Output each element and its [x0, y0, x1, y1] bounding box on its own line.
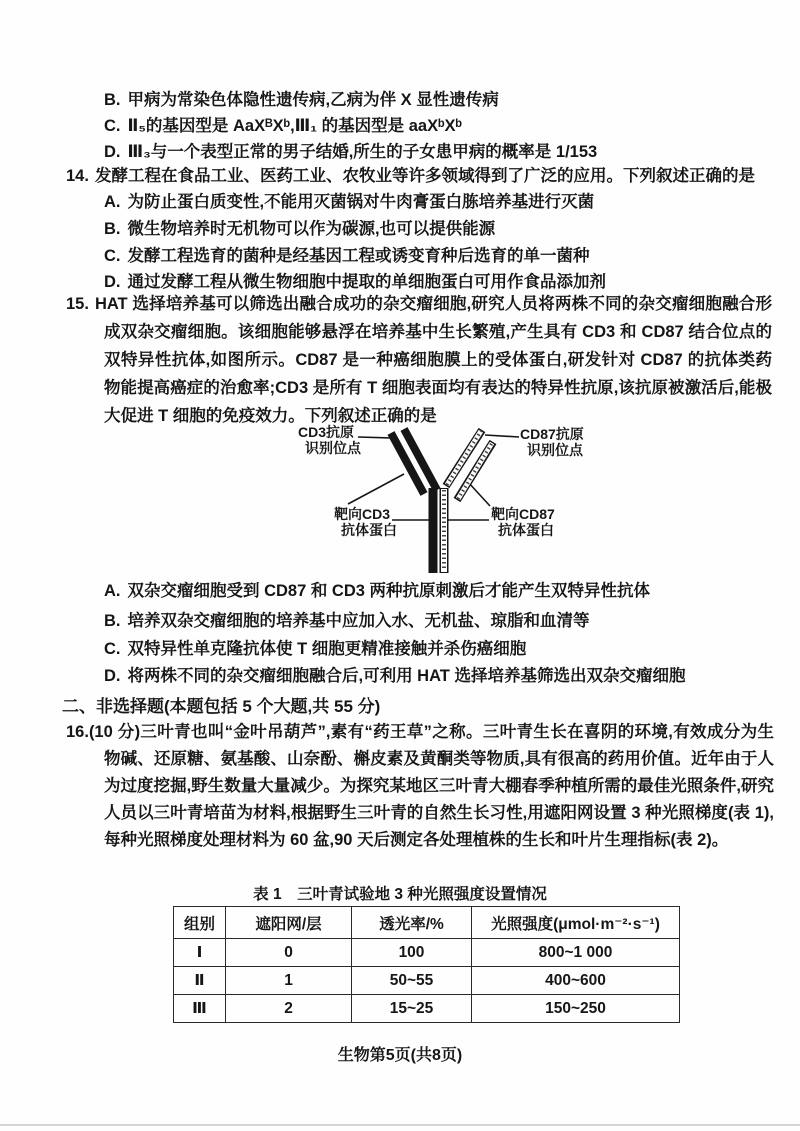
cell: 15~25 — [352, 995, 472, 1023]
option-label: D. — [104, 143, 121, 161]
table-row — [174, 995, 680, 1023]
cell: 100 — [352, 939, 472, 967]
bispecific-antibody-diagram — [288, 424, 708, 584]
question-number: 15. — [66, 295, 89, 313]
q13-option-b — [104, 86, 772, 110]
table-header-row — [174, 907, 680, 939]
question-15-stem: 15. HAT 选择培养基可以筛选出融合成功的杂交瘤细胞,研究人员将两株不同的杂交瘤细胞融合形成双杂交瘤细胞。该细胞能够悬浮在培养基中生长繁殖,产生具有 CD3 和 CD87 结合位点的双特异性抗体,如图所示。CD87 是一种癌细胞膜上的受体蛋白,研发针对 CD87 的抗体类药物能提高癌症的治愈率;CD3 是所有 T 细胞表面均有表达的特异性抗原,该抗原被激活后,能极大促进 T 细胞的免疫效力。下列叙述正确的是 — [66, 295, 772, 425]
option-text: 双杂交瘤细胞受到 CD87 和 CD3 两种抗原刺激后才能产生双特异性抗体 — [127, 582, 651, 600]
option-label: A. — [104, 582, 121, 600]
option-label: A. — [104, 193, 121, 211]
header-light-intensity: 光照强度(μmol·m⁻²·s⁻¹) — [472, 907, 680, 939]
cell: Ⅲ — [174, 995, 226, 1023]
option-label: D. — [104, 273, 121, 291]
option-text: 双特异性单克隆抗体使 T 细胞更精准接触并杀伤癌细胞 — [127, 640, 527, 658]
option-text: 微生物培养时无机物可以作为碳源,也可以提供能源 — [127, 220, 496, 238]
q15-option-d — [104, 662, 772, 686]
q15-option-b — [104, 607, 772, 631]
option-text: 为防止蛋白质变性,不能用灭菌锅对牛肉膏蛋白胨培养基进行灭菌 — [127, 193, 595, 211]
cd87-target-protein-label: 靶向CD87 抗体蛋白 — [491, 506, 555, 538]
question-15 — [66, 290, 772, 430]
question-14-stem: 14. 发酵工程在食品工业、医药工业、农牧业等许多领域得到了广泛的应用。下列叙述正确的是 — [66, 167, 755, 185]
table-1-light-settings — [173, 906, 680, 1023]
q13-option-c — [104, 112, 772, 136]
option-text: 发酵工程选育的菌种是经基因工程或诱变育种后选育的单一菌种 — [127, 247, 590, 265]
option-label: C. — [104, 640, 121, 658]
option-text: 甲病为常染色体隐性遗传病,乙病为伴 X 显性遗传病 — [127, 91, 499, 109]
table-row — [174, 967, 680, 995]
q14-option-a — [104, 188, 772, 212]
header-transmittance: 透光率/% — [352, 907, 472, 939]
q14-option-d — [104, 268, 772, 292]
cd87-target-diagonal-line — [468, 482, 490, 506]
cd3-antigen-site-label: CD3抗原 识别位点 — [298, 424, 361, 456]
table-1-title: 表 1 三叶青试验地 3 种光照强度设置情况 — [253, 886, 547, 903]
cell: Ⅰ — [174, 939, 226, 967]
option-label: B. — [104, 91, 121, 109]
option-label: D. — [104, 667, 121, 685]
option-label: B. — [104, 220, 121, 238]
q15-option-a — [104, 577, 772, 601]
question-16 — [66, 719, 774, 854]
option-label: C. — [104, 247, 121, 265]
cell: Ⅱ — [174, 967, 226, 995]
cell: 800~1 000 — [472, 939, 680, 967]
cd3-target-protein-label: 靶向CD3 抗体蛋白 — [334, 506, 397, 538]
option-text: 通过发酵工程从微生物细胞中提取的单细胞蛋白可用作食品添加剂 — [127, 273, 606, 291]
cell: 150~250 — [472, 995, 680, 1023]
question-number: 14. — [66, 167, 89, 185]
page-footer: 生物第5页(共8页) — [337, 1047, 463, 1064]
cell: 0 — [226, 939, 352, 967]
table-row — [174, 939, 680, 967]
option-label: C. — [104, 117, 121, 135]
cd87-site-leader-line — [485, 435, 519, 437]
option-text: 培养双杂交瘤细胞的培养基中应加入水、无机盐、琼脂和血清等 — [127, 612, 590, 630]
header-shade-layers: 遮阳网/层 — [226, 907, 352, 939]
header-group: 组别 — [174, 907, 226, 939]
cell: 50~55 — [352, 967, 472, 995]
question-number: 16. — [66, 723, 89, 741]
cd87-arm-outer-bar — [457, 442, 493, 500]
q15-option-c — [104, 635, 772, 659]
cd3-target-diagonal-line — [348, 474, 404, 504]
cell: 1 — [226, 967, 352, 995]
section-2-title: 二、非选择题(本题包括 5 个大题,共 55 分) — [62, 697, 381, 716]
option-text: 将两株不同的杂交瘤细胞融合后,可利用 HAT 选择培养基筛选出双杂交瘤细胞 — [127, 667, 686, 685]
cd87-arm-inner-bar — [446, 430, 482, 486]
cd87-antigen-site-label: CD87抗原 识别位点 — [520, 426, 584, 458]
question-14 — [66, 162, 772, 186]
option-text: Ⅱ₅的基因型是 AaXᴮXᵇ,Ⅲ₁ 的基因型是 aaXᵇXᵇ — [127, 117, 463, 135]
cd3-site-leader-line — [358, 437, 391, 438]
option-label: B. — [104, 612, 121, 630]
scan-bottom-edge — [0, 1124, 800, 1126]
q14-option-c — [104, 242, 772, 266]
q14-option-b — [104, 215, 772, 239]
question-16-stem: 16.(10 分)三叶青也叫“金叶吊葫芦”,素有“药王草”之称。三叶青生长在喜阴的环境,有效成分为生物碱、还原糖、氨基酸、山奈酚、槲皮素及黄酮类等物质,具有很高的药用价值。近年由于人为过度挖掘,野生数量大量减少。为探究某地区三叶青大棚春季种植所需的最佳光照条件,研究人员以三叶青培苗为材料,根据野生三叶青的自然生长习性,用遮阳网设置 3 种光照梯度(表 1),每种光照梯度处理材料为 60 盆,90 天后测定各处理植株的生长和叶片生理指标(表 2)。 — [66, 723, 774, 849]
cell: 2 — [226, 995, 352, 1023]
cell: 400~600 — [472, 967, 680, 995]
option-text: Ⅲ₃与一个表型正常的男子结婚,所生的子女患甲病的概率是 1/153 — [127, 143, 598, 161]
q13-option-d — [104, 138, 772, 162]
